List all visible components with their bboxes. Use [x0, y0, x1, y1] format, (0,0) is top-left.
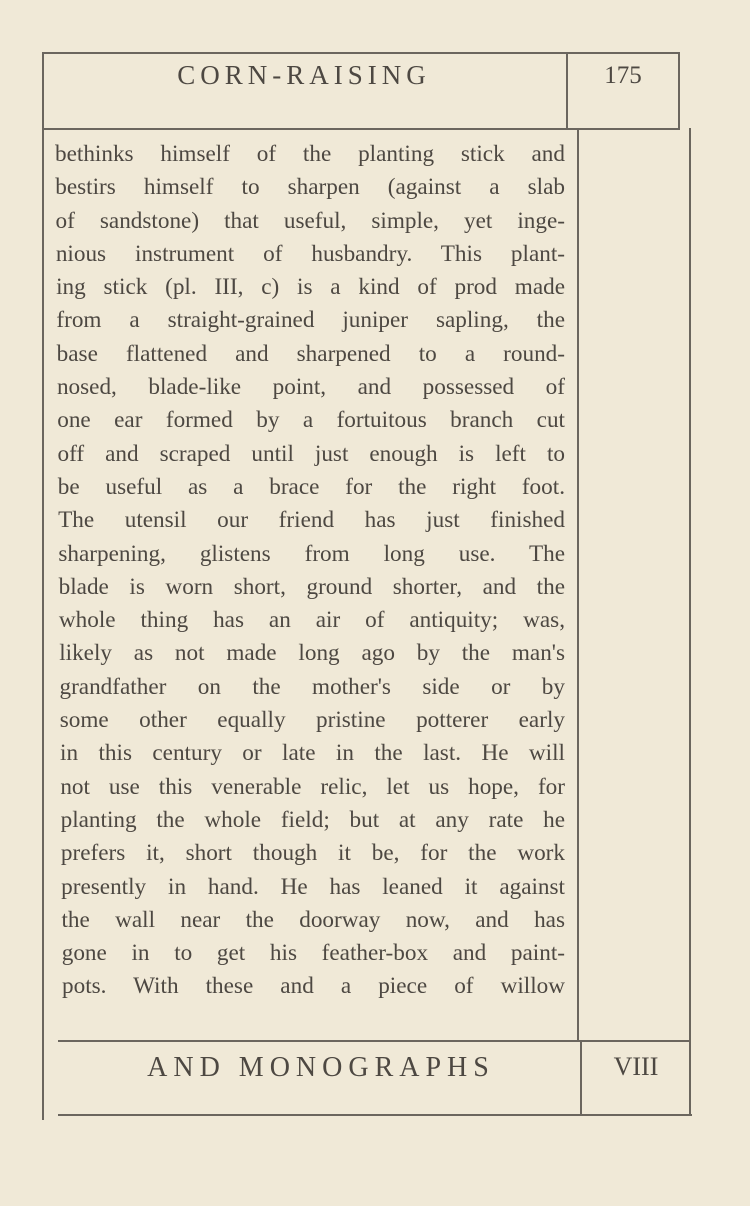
footer-series-title: AND MONOGRAPHS: [147, 1052, 495, 1083]
running-head: CORN-RAISING: [177, 60, 431, 90]
footer-top-rule: [58, 1040, 691, 1042]
text-line: pots. With these and a piece of willow: [62, 973, 565, 1000]
text-line: gone in to get his feather-box and paint-: [61, 940, 565, 967]
text-line: bestirs himself to sharpen (against a slab: [55, 174, 565, 201]
text-line: ing stick (pl. III, c) is a kind of prod made: [56, 274, 565, 301]
frame-left-rule: [42, 52, 44, 1120]
text-line: nosed, blade-like point, and possessed of: [56, 374, 565, 401]
text-line: grandfather on the mother's side or by: [59, 673, 565, 700]
text-line: The utensil our friend has just finished: [58, 507, 565, 534]
header-bottom-rule: [42, 128, 680, 130]
text-line: not use this venerable relic, let us hope, for: [60, 773, 565, 800]
text-line: one ear formed by a fortuitous branch cut: [57, 407, 565, 434]
text-line: the wall near the doorway now, and has: [61, 906, 565, 933]
text-line: in this century or late in the last. He will: [60, 740, 565, 767]
text-line: from a straight-grained juniper sapling, the: [56, 307, 565, 334]
page-number: 175: [604, 62, 642, 89]
text-line: base flattened and sharpened to a round-: [56, 340, 565, 367]
text-line: of sandstone) that useful, simple, yet inge-: [55, 207, 565, 234]
frame-bottom-rule: [58, 1114, 692, 1116]
text-line: some other equally pristine potterer early: [59, 707, 565, 734]
text-line: sharpening, glistens from long use. The: [58, 540, 565, 567]
text-column-right-rule: [577, 128, 579, 1040]
text-line: be useful as a brace for the right foot.: [57, 473, 565, 500]
text-line: bethinks himself of the planting stick and: [55, 141, 565, 167]
frame-right-rule-lower: [689, 128, 691, 1114]
footer-volume-number: VIII: [613, 1052, 659, 1081]
text-line: nious instrument of husbandry. This plant-: [55, 240, 565, 267]
text-line: whole thing has an air of antiquity; was,: [58, 607, 565, 634]
text-line: blade is worn short, ground shorter, and the: [58, 573, 565, 600]
text-line: off and scraped until just enough is left to: [57, 440, 565, 467]
body-text: [55, 138, 565, 1004]
frame-top-rule: [42, 52, 678, 54]
text-line: presently in hand. He has leaned it against: [61, 873, 565, 900]
text-line: prefers it, short though it be, for the work: [60, 840, 565, 867]
text-line: planting the whole field; but at any rate he: [60, 806, 565, 833]
text-line: likely as not made long ago by the man's: [59, 640, 565, 667]
